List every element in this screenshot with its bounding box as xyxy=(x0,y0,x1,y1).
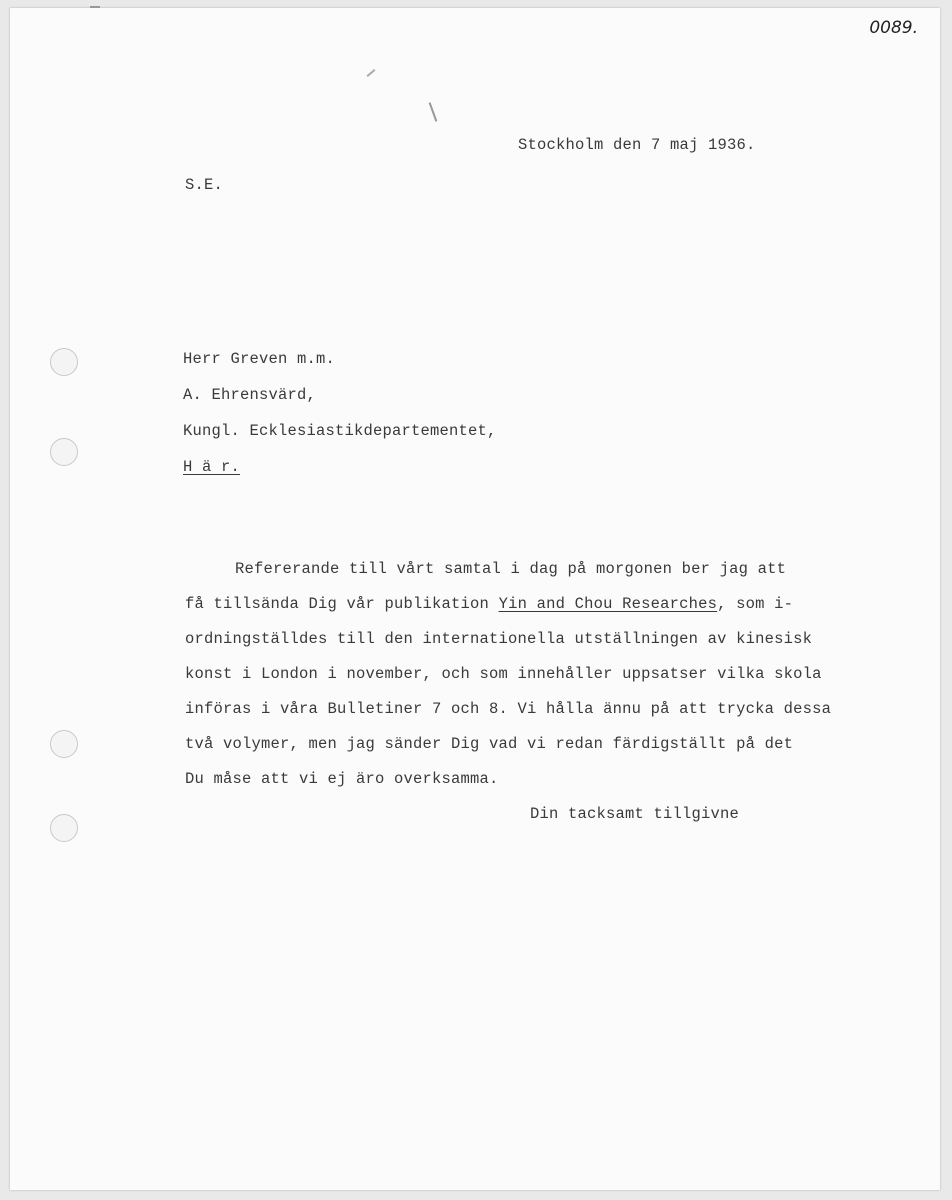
closing-line: Din tacksamt tillgivne xyxy=(530,805,740,823)
recipient-line: H ä r. xyxy=(183,458,241,476)
stray-mark xyxy=(90,6,100,8)
recipient-line: Kungl. Ecklesiastikdepartementet, xyxy=(183,422,497,440)
date-line: Stockholm den 7 maj 1936. xyxy=(518,136,756,154)
body-line: ordningställdes till den internationella utställningen av kinesisk xyxy=(185,630,813,648)
punch-hole xyxy=(50,438,78,466)
letter-page xyxy=(10,8,940,1190)
body-line: införas i våra Bulletiner 7 och 8. Vi hålla ännu på att trycka dessa xyxy=(185,700,832,718)
body-text: få tillsända Dig vår publikation xyxy=(185,595,499,613)
body-line xyxy=(185,595,793,613)
body-line: Du måse att vi ej äro overksamma. xyxy=(185,770,499,788)
publication-title: Yin and Chou Researches xyxy=(498,595,718,613)
punch-hole xyxy=(50,730,78,758)
body-line: två volymer, men jag sänder Dig vad vi redan färdigställt på det xyxy=(185,735,794,753)
body-line: konst i London i november, och som innehåller uppsatser vilka skola xyxy=(185,665,822,683)
recipient-line: A. Ehrensvärd, xyxy=(183,386,317,404)
stray-mark xyxy=(429,102,438,121)
archive-number: 0089. xyxy=(869,18,918,38)
recipient-line: Herr Greven m.m. xyxy=(183,350,336,368)
punch-hole xyxy=(50,348,78,376)
punch-hole xyxy=(50,814,78,842)
body-line: Refererande till vårt samtal i dag på morgonen ber jag att xyxy=(235,560,787,578)
sender-initials: S.E. xyxy=(185,176,224,194)
body-text: , som i- xyxy=(717,595,794,613)
stray-mark xyxy=(367,69,376,77)
